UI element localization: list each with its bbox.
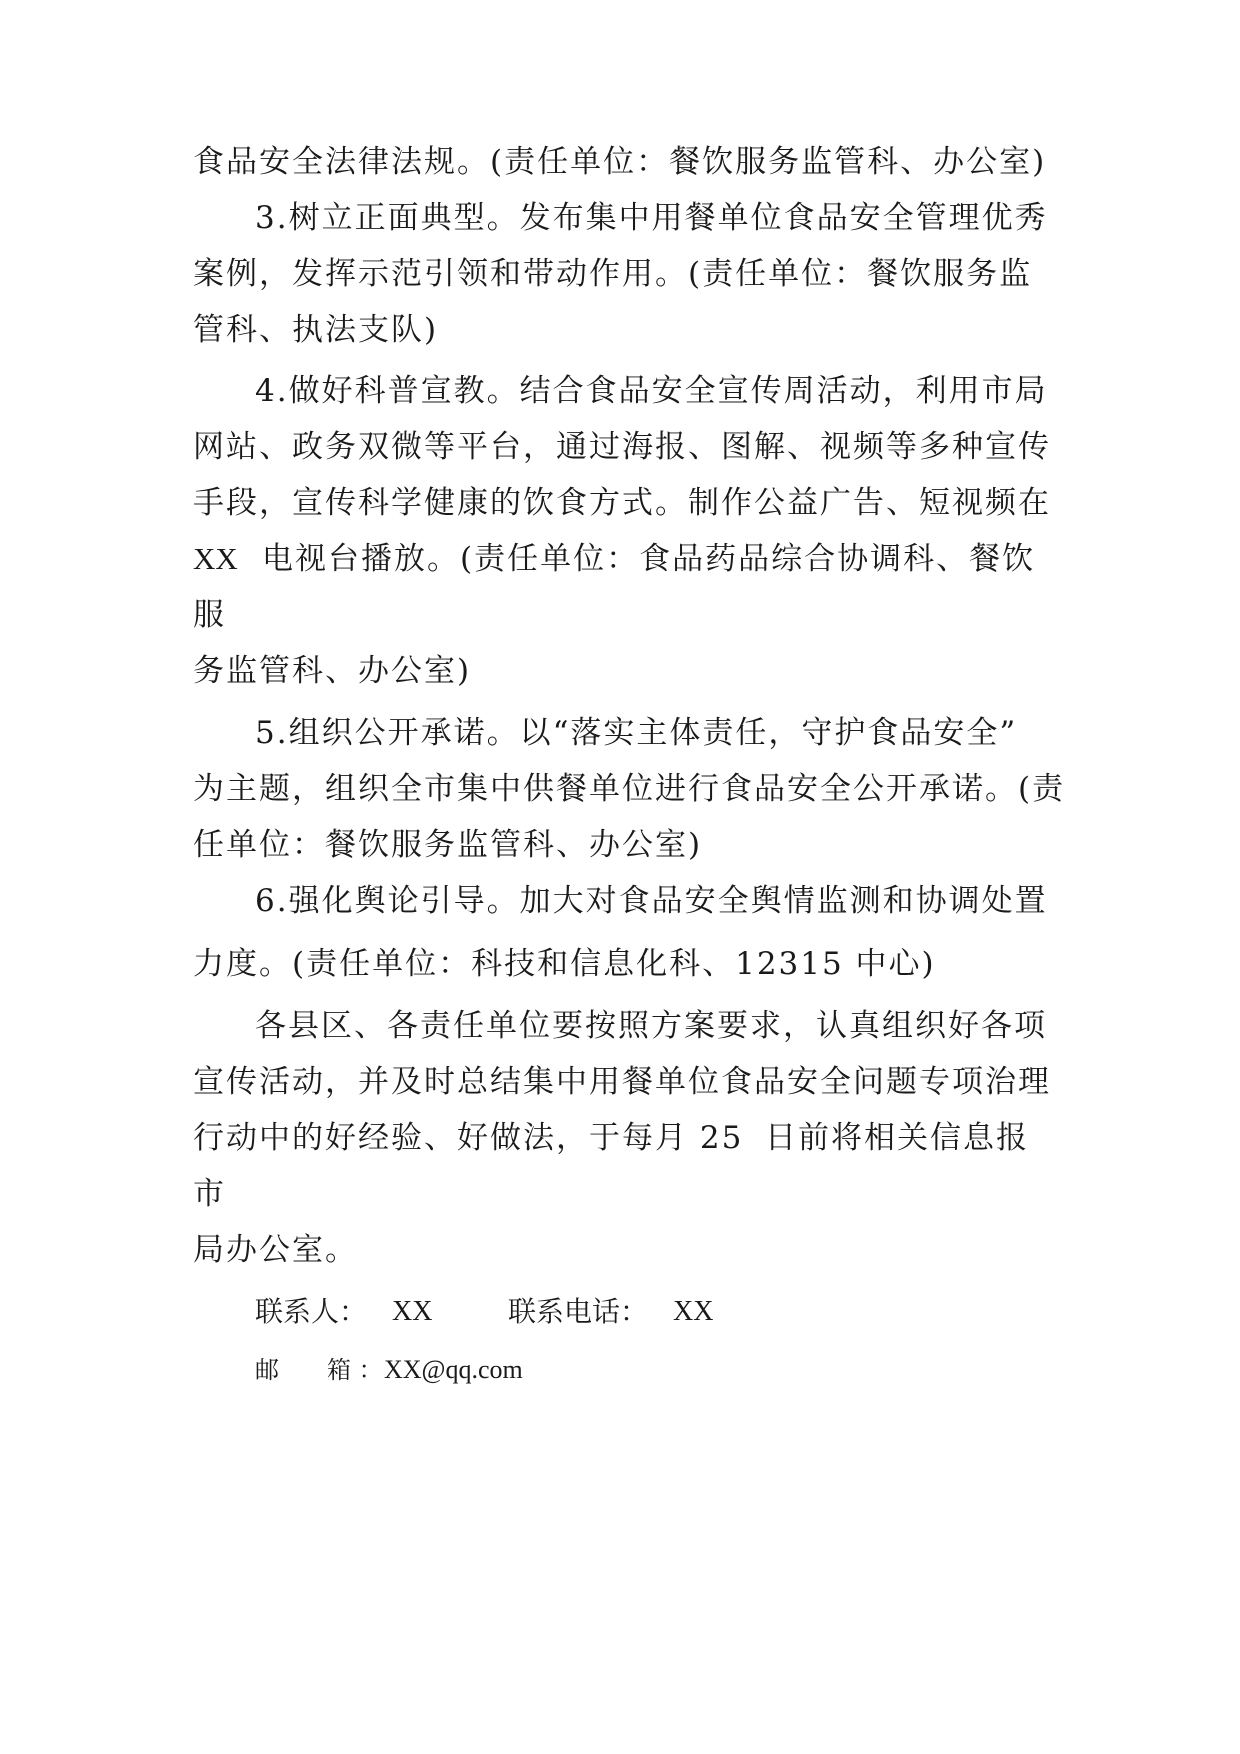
paragraph-line: 日前将相关信息报 bbox=[765, 1120, 1029, 1156]
contact-phone-label: 联系电话： bbox=[508, 1295, 649, 1328]
paragraph-line: 服 bbox=[193, 597, 226, 633]
paragraph-line: 各县区、各责任单位要按照方案要求，认真组织好各项 bbox=[255, 1008, 1047, 1044]
paragraph-line: 案例，发挥示范引领和带动作用。(责任单位：餐饮服务监 bbox=[193, 256, 1033, 292]
paragraph-line: 食品安全法律法规。(责任单位：餐饮服务监管科、办公室) bbox=[193, 144, 1047, 180]
paragraph-line: 5.组织公开承诺。以“落实主体责任，守护食品安全” bbox=[255, 715, 1018, 751]
paragraph-line: 务监管科、办公室) bbox=[193, 653, 472, 689]
paragraph-line: 行动中的好经验、好做法，于每月 25 bbox=[193, 1120, 744, 1156]
paragraph-line: 局办公室。 bbox=[193, 1232, 358, 1268]
paragraph-line: 力度。(责任单位：科技和信息化科、12315 中心) bbox=[193, 946, 936, 982]
paragraph-line: 网站、政务双微等平台，通过海报、图解、视频等多种宣传 bbox=[193, 429, 1051, 465]
paragraph-line: 市 bbox=[193, 1176, 226, 1212]
paragraph-line: XX bbox=[193, 541, 238, 576]
paragraph-line: 为主题，组织全市集中供餐单位进行食品安全公开承诺。(责 bbox=[193, 771, 1066, 807]
paragraph-line: 6.强化舆论引导。加大对食品安全舆情监测和协调处置 bbox=[255, 883, 1048, 919]
contact-person-label: 联系人： bbox=[255, 1295, 368, 1328]
paragraph-line: 手段，宣传科学健康的饮食方式。制作公益广告、短视频在 bbox=[193, 485, 1051, 521]
paragraph-line: 4.做好科普宣教。结合食品安全宣传周活动，利用市局 bbox=[255, 373, 1048, 409]
email-value: XX@qq.com bbox=[384, 1355, 523, 1384]
paragraph-line: 管科、执法支队) bbox=[193, 312, 439, 348]
contact-person-value: XX bbox=[392, 1296, 433, 1327]
contact-phone-value: XX bbox=[673, 1296, 714, 1327]
paragraph-line: 3.树立正面典型。发布集中用餐单位食品安全管理优秀 bbox=[255, 200, 1048, 236]
paragraph-line: 电视台播放。(责任单位：食品药品综合协调科、餐饮 bbox=[262, 541, 1036, 577]
paragraph-line: 任单位：餐饮服务监管科、办公室) bbox=[193, 827, 703, 863]
email-label: 邮 箱 ： bbox=[255, 1356, 383, 1384]
paragraph-line: 宣传活动，并及时总结集中用餐单位食品安全问题专项治理 bbox=[193, 1064, 1051, 1100]
